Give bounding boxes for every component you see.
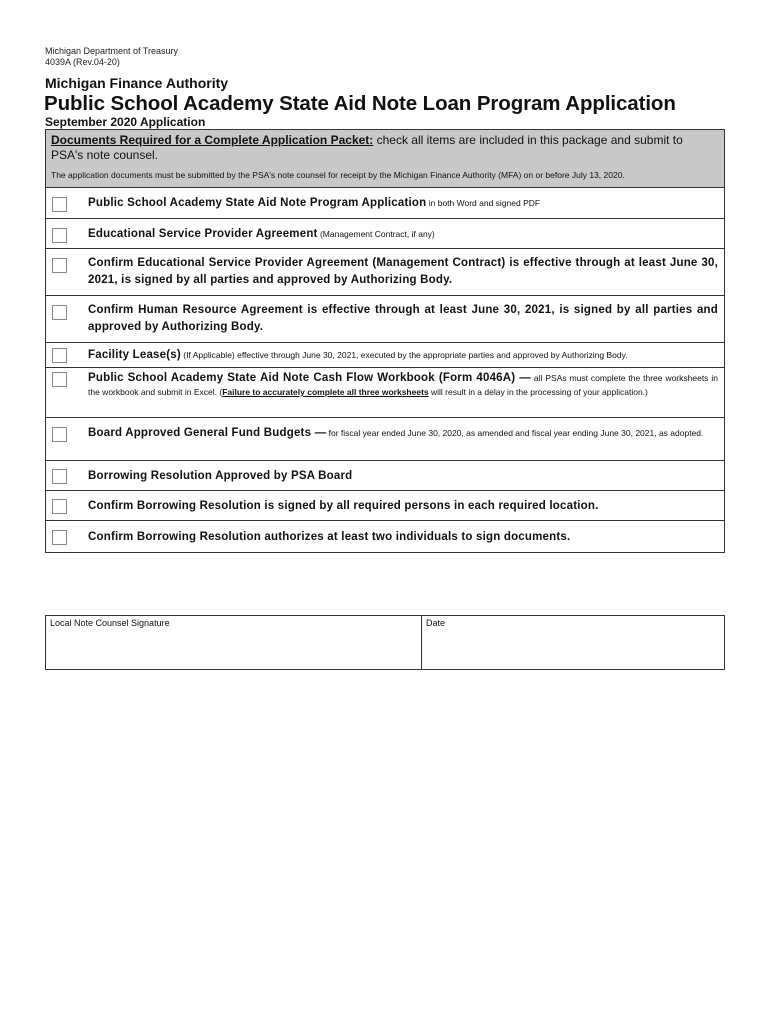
item-detail-end: will result in a delay in the processing of your application.) — [428, 387, 648, 397]
checklist-item — [46, 188, 724, 219]
item-detail: (Management Contract, if any) — [317, 229, 435, 239]
date-label: Date — [426, 618, 446, 628]
item-title: Public School Academy State Aid Note Program Application — [88, 197, 427, 209]
item-title: Board Approved General Fund Budgets — — [88, 427, 327, 439]
item-title: Confirm Borrowing Resolution is signed by all required persons in each required location. — [88, 500, 599, 512]
authority-name: Michigan Finance Authority — [45, 75, 229, 91]
instructions-header — [46, 130, 724, 188]
checkbox[interactable] — [52, 530, 67, 545]
instructions-text: check all items are included in this package and submit to PSA's note counsel. — [51, 133, 683, 162]
counsel-signature-label: Local Note Counsel Signature — [50, 618, 170, 628]
checkbox[interactable] — [52, 469, 67, 484]
checkbox[interactable] — [52, 499, 67, 514]
agency-name: Michigan Department of Treasury — [45, 46, 179, 56]
checkbox[interactable] — [52, 305, 67, 320]
item-title: Public School Academy State Aid Note Cash Flow Workbook (Form 4046A) — — [88, 372, 531, 384]
instructions-heading: Documents Required for a Complete Application Packet: — [51, 133, 374, 147]
checkbox[interactable] — [52, 197, 67, 212]
signature-block — [45, 615, 725, 670]
page-title: Public School Academy State Aid Note Loan Program Application — [44, 92, 676, 115]
checkbox[interactable] — [52, 348, 67, 363]
item-detail: in both Word and signed PDF — [426, 198, 541, 208]
item-detail: all PSAs must complete the three worksheets in the workbook and submit in Excel. ( — [88, 373, 718, 397]
checklist-item — [46, 418, 724, 461]
item-emphasis: Failure to accurately complete all three worksheets — [222, 387, 429, 397]
counsel-signature-field[interactable] — [46, 616, 422, 669]
checklist-form — [45, 129, 725, 553]
checklist-item — [46, 521, 724, 552]
item-detail: for fiscal year ended June 30, 2020, as amended and fiscal year ending June 30, 2021, as adopted. — [326, 428, 704, 438]
item-detail: (If Applicable) effective through June 30, 2021, executed by the appropriate parties and approved by Authorizing Body. — [180, 350, 628, 360]
item-title: Facility Lease(s) — [88, 349, 181, 361]
checklist-item — [46, 491, 724, 521]
page-subtitle: September 2020 Application — [45, 115, 206, 129]
checkbox[interactable] — [52, 258, 67, 273]
item-title: Confirm Educational Service Provider Agreement (Management Contract) is effective through at least June 30, 2021, is signed by all parties and approved by Authorizing Body. — [88, 257, 718, 286]
instructions-note: The application documents must be submitted by the PSA's note counsel for receipt by the Michigan Finance Authority (MFA) on or before July 13, 2020. — [51, 170, 625, 180]
checkbox[interactable] — [52, 427, 67, 442]
item-title: Borrowing Resolution Approved by PSA Board — [88, 470, 353, 482]
date-field[interactable] — [422, 616, 449, 669]
checklist-item — [46, 249, 724, 296]
item-title: Confirm Borrowing Resolution authorizes at least two individuals to sign documents. — [88, 531, 571, 543]
checklist-item — [46, 219, 724, 249]
item-title: Educational Service Provider Agreement — [88, 228, 318, 240]
agency-block — [45, 46, 178, 68]
checklist-item — [46, 296, 724, 343]
checklist-item — [46, 461, 724, 491]
form-number: 4039A (Rev.04-20) — [45, 57, 120, 67]
checkbox[interactable] — [52, 228, 67, 243]
checkbox[interactable] — [52, 372, 67, 387]
checklist-item — [46, 343, 724, 368]
checklist-item — [46, 368, 724, 418]
item-title: Confirm Human Resource Agreement is effective through at least June 30, 2021, is signed by all parties and approved by Authorizing Body. — [88, 304, 718, 333]
